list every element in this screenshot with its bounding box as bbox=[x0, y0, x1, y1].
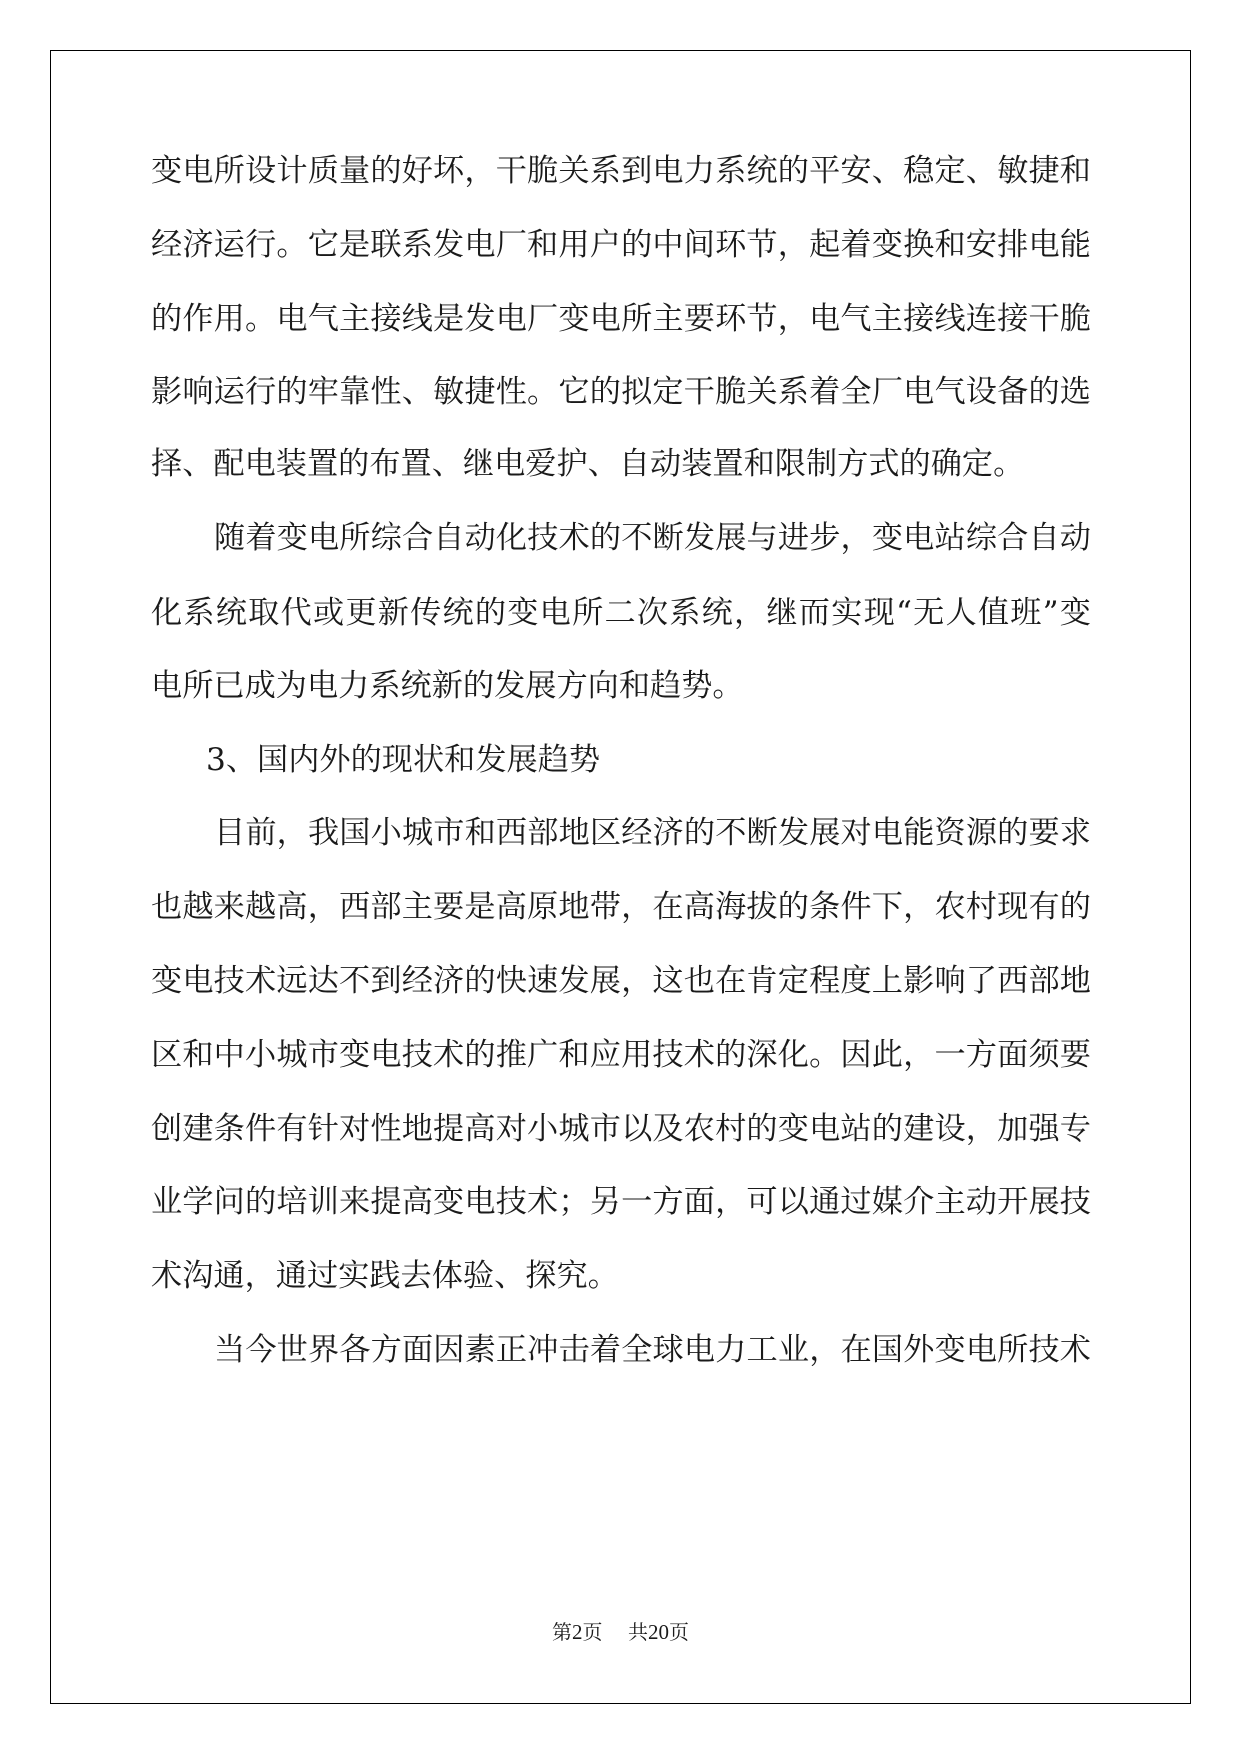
body-line: 择、配电装置的布置、继电爱护、自动装置和限制方式的确定。 bbox=[151, 446, 1025, 482]
page-footer bbox=[0, 1616, 1241, 1645]
footer-total-pages: 20 bbox=[647, 1620, 669, 1644]
body-line: 变电所设计质量的好坏，干脆关系到电力系统的平安、稳定、敏捷和 bbox=[151, 153, 1091, 189]
footer-total-prefix: 共 bbox=[627, 1620, 648, 1644]
footer-page-number: 2 bbox=[572, 1620, 583, 1644]
footer-page-suffix: 页 bbox=[582, 1620, 603, 1644]
body-line: 目前，我国小城市和西部地区经济的不断发展对电能资源的要求 bbox=[214, 815, 1091, 851]
body-line: 化系统取代或更新传统的变电所二次系统，继而实现“无人值班”变 bbox=[151, 595, 1091, 631]
body-line: 区和中小城市变电技术的推广和应用技术的深化。因此，一方面须要 bbox=[151, 1037, 1091, 1073]
body-line: 经济运行。它是联系发电厂和用户的中间环节，起着变换和安排电能 bbox=[151, 227, 1091, 263]
body-line: 创建条件有针对性地提高对小城市以及农村的变电站的建设，加强专 bbox=[151, 1111, 1091, 1147]
body-line: 随着变电所综合自动化技术的不断发展与进步，变电站综合自动 bbox=[214, 520, 1091, 556]
body-line: 也越来越高，西部主要是高原地带，在高海拔的条件下，农村现有的 bbox=[151, 889, 1091, 925]
body-line: 变电技术远达不到经济的快速发展，这也在肯定程度上影响了西部地 bbox=[151, 963, 1091, 999]
body-line: 电所已成为电力系统新的发展方向和趋势。 bbox=[151, 668, 744, 704]
section-heading: 3、国内外的现状和发展趋势 bbox=[206, 742, 601, 778]
body-line: 的作用。电气主接线是发电厂变电所主要环节，电气主接线连接干脆 bbox=[151, 301, 1091, 337]
footer-total-suffix: 页 bbox=[668, 1620, 689, 1644]
footer-page-prefix: 第 bbox=[552, 1620, 573, 1644]
body-line: 当今世界各方面因素正冲击着全球电力工业，在国外变电所技术 bbox=[214, 1332, 1091, 1368]
body-line: 影响运行的牢靠性、敏捷性。它的拟定干脆关系着全厂电气设备的选 bbox=[151, 374, 1091, 410]
body-line: 业学问的培训来提高变电技术；另一方面，可以通过媒介主动开展技 bbox=[151, 1184, 1091, 1220]
body-line: 术沟通，通过实践去体验、探究。 bbox=[151, 1258, 619, 1294]
